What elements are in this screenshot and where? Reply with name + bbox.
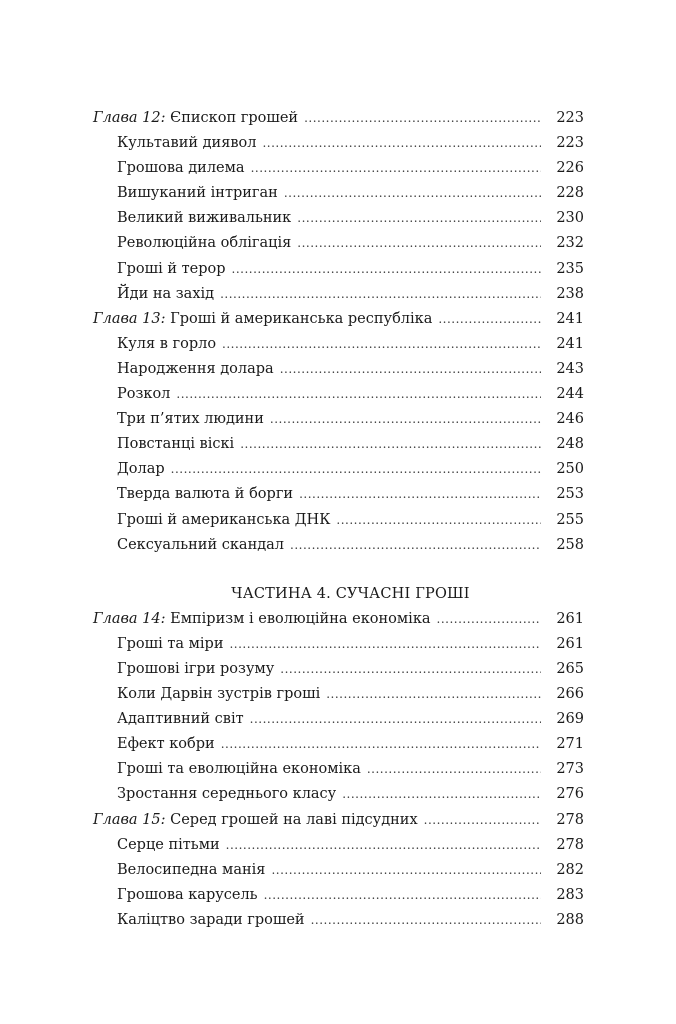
toc-subsection-entry[interactable] [93, 282, 584, 307]
toc-subsection-entry[interactable] [93, 757, 584, 782]
page-number: 246 [556, 411, 584, 428]
entry-title: Коли Дарвін зустрів гроші [117, 686, 321, 703]
page-number: 250 [556, 461, 584, 478]
entry-title: Єпископ грошей [170, 110, 299, 126]
page-number: 230 [556, 210, 584, 227]
entry-title-group [93, 808, 418, 833]
dot-leader [251, 156, 541, 181]
chapter-label: Глава 14: [93, 610, 166, 627]
dot-leader [264, 883, 541, 908]
dot-leader [271, 858, 541, 883]
page-number: 276 [556, 786, 584, 803]
page-number: 223 [556, 110, 584, 126]
dot-leader [311, 908, 541, 933]
page-number: 265 [556, 660, 584, 677]
dot-leader [280, 357, 541, 382]
page-number: 278 [556, 836, 584, 853]
page-number: 261 [556, 635, 584, 652]
entry-title: Сексуальний скандал [117, 536, 285, 553]
entry-title: Йди на захід [117, 285, 215, 302]
dot-leader [297, 206, 541, 231]
toc-subsection-entry[interactable] [93, 407, 584, 432]
toc-subsection-entry[interactable] [93, 131, 584, 156]
dot-leader [226, 833, 541, 858]
page-number: 238 [556, 285, 584, 302]
toc-chapter-entry[interactable] [93, 307, 584, 332]
entry-title-group [117, 432, 234, 457]
entry-title: Серце пітьми [117, 836, 220, 853]
dot-leader [229, 632, 541, 657]
entry-title: Каліцтво заради грошей [117, 911, 305, 928]
page-number: 258 [556, 536, 584, 553]
entry-title-group [117, 231, 291, 256]
entry-title: Зростання середнього класу [117, 786, 337, 803]
dot-leader [437, 607, 541, 632]
entry-title: Великий виживальник [117, 210, 292, 227]
entry-title: Емпіризм і еволюційна економіка [170, 610, 431, 627]
page-number: 266 [556, 686, 584, 703]
toc-subsection-entry[interactable] [93, 181, 584, 206]
dot-leader [270, 407, 541, 432]
entry-title-group [93, 307, 432, 332]
toc-subsection-entry[interactable] [93, 257, 584, 282]
dot-leader [171, 457, 541, 482]
entry-title-group [117, 657, 274, 682]
dot-leader [250, 707, 541, 732]
dot-leader [297, 231, 541, 256]
page-number: 223 [556, 135, 584, 152]
entry-title-group [117, 858, 265, 883]
page-number: 288 [556, 911, 584, 928]
chapter-label: Глава 13: [93, 310, 166, 327]
entry-title-group [117, 357, 274, 382]
dot-leader [284, 181, 541, 206]
toc-subsection-entry[interactable] [93, 833, 584, 858]
entry-title-group [117, 382, 170, 407]
entry-title: Тверда валюта й борги [117, 486, 294, 503]
entry-title: Велосипедна манія [117, 861, 266, 878]
dot-leader [424, 808, 541, 833]
toc-subsection-entry[interactable] [93, 382, 584, 407]
entry-title: Гроші й терор [117, 260, 226, 277]
toc-subsection-entry[interactable] [93, 682, 584, 707]
toc-subsection-entry[interactable] [93, 732, 584, 757]
toc-subsection-entry[interactable] [93, 231, 584, 256]
dot-leader [290, 533, 541, 558]
page-number: 248 [556, 436, 584, 453]
dot-leader [326, 682, 541, 707]
entry-title-group [117, 833, 220, 858]
toc-chapter-entry[interactable] [93, 808, 584, 833]
page-number: 253 [556, 486, 584, 503]
toc-subsection-entry[interactable] [93, 332, 584, 357]
entry-title: Грошові ігри розуму [117, 660, 275, 677]
toc-subsection-entry[interactable] [93, 883, 584, 908]
page-number: 243 [556, 360, 584, 377]
entry-title: Гроші й американська ДНК [117, 511, 331, 528]
entry-title-group [117, 181, 278, 206]
entry-title-group [117, 632, 223, 657]
entry-title-group [117, 482, 293, 507]
dot-leader [342, 782, 541, 807]
page-number: 232 [556, 235, 584, 252]
entry-title: Адаптивний світ [117, 711, 244, 728]
entry-title: Повстанці віскі [117, 436, 235, 453]
page-number: 244 [556, 386, 584, 403]
toc-section [93, 106, 584, 558]
dot-leader [222, 332, 541, 357]
dot-leader [262, 131, 541, 156]
entry-title: Долар [117, 461, 165, 478]
entry-title: Гроші та міри [117, 635, 224, 652]
toc-chapter-entry[interactable] [93, 607, 584, 632]
page-number: 226 [556, 160, 584, 177]
chapter-label: Глава 12: [93, 110, 166, 126]
section-spacer [93, 558, 584, 582]
dot-leader [221, 732, 541, 757]
page-number: 241 [556, 310, 584, 327]
toc-subsection-entry[interactable] [93, 858, 584, 883]
entry-title-group [117, 707, 244, 732]
entry-title: Розкол [117, 386, 171, 403]
entry-title: Куля в горло [117, 335, 217, 352]
toc-subsection-entry[interactable] [93, 632, 584, 657]
toc-subsection-entry[interactable] [93, 707, 584, 732]
entry-title: Три п’ятих людини [117, 411, 264, 428]
entry-title-group [117, 508, 330, 533]
entry-title: Культавий диявол [117, 135, 257, 152]
entry-title-group [93, 106, 298, 131]
entry-title: Народження долара [117, 360, 274, 377]
entry-title: Ефект кобри [117, 736, 215, 753]
toc-subsection-entry[interactable] [93, 432, 584, 457]
page-number: 261 [556, 610, 584, 627]
entry-title: Гроші та еволюційна економіка [117, 761, 361, 778]
toc-subsection-entry[interactable] [93, 908, 584, 933]
entry-title-group [117, 782, 336, 807]
table-of-contents [93, 106, 584, 933]
dot-leader [299, 482, 541, 507]
entry-title-group [117, 332, 216, 357]
page-number: 228 [556, 185, 584, 202]
entry-title: Грошова карусель [117, 886, 258, 903]
page-number: 255 [556, 511, 584, 528]
entry-title: Гроші й американська республіка [170, 310, 433, 327]
dot-leader [280, 657, 541, 682]
entry-title-group [117, 682, 320, 707]
dot-leader [367, 757, 541, 782]
entry-title-group [117, 156, 245, 181]
page-number: 269 [556, 711, 584, 728]
page-number: 278 [556, 811, 584, 828]
toc-subsection-entry[interactable] [93, 782, 584, 807]
page-number: 271 [556, 736, 584, 753]
entry-title-group [117, 257, 226, 282]
entry-title-group [117, 407, 264, 432]
toc-subsection-entry[interactable] [93, 657, 584, 682]
toc-subsection-entry[interactable] [93, 482, 584, 507]
toc-subsection-entry[interactable] [93, 457, 584, 482]
dot-leader [304, 106, 541, 131]
entry-title: Грошова дилема [117, 160, 245, 177]
toc-chapter-entry[interactable] [93, 106, 584, 131]
dot-leader [232, 257, 541, 282]
dot-leader [240, 432, 541, 457]
toc-subsection-entry[interactable] [93, 533, 584, 558]
entry-title: Серед грошей на лаві підсудних [170, 811, 418, 828]
page-number: 283 [556, 886, 584, 903]
dot-leader [336, 508, 541, 533]
entry-title-group [117, 457, 165, 482]
entry-title: Вишуканий інтриган [117, 185, 278, 202]
entry-title-group [117, 533, 284, 558]
page-number: 235 [556, 260, 584, 277]
chapter-label: Глава 15: [93, 811, 166, 828]
entry-title-group [117, 883, 258, 908]
toc-subsection-entry[interactable] [93, 508, 584, 533]
entry-title-group [117, 282, 214, 307]
toc-subsection-entry[interactable] [93, 206, 584, 231]
toc-subsection-entry[interactable] [93, 357, 584, 382]
toc-section [93, 558, 584, 933]
dot-leader [220, 282, 541, 307]
dot-leader [438, 307, 541, 332]
page-number: 273 [556, 761, 584, 778]
entry-title: Революційна облігація [117, 235, 292, 252]
page-number: 282 [556, 861, 584, 878]
dot-leader [176, 382, 541, 407]
toc-subsection-entry[interactable] [93, 156, 584, 181]
entry-title-group [117, 131, 256, 156]
entry-title-group [117, 908, 305, 933]
part-heading: ЧАСТИНА 4. СУЧАСНІ ГРОШІ [231, 585, 470, 602]
page-number: 241 [556, 335, 584, 352]
entry-title-group [117, 206, 291, 231]
entry-title-group [93, 607, 431, 632]
entry-title-group [117, 732, 215, 757]
entry-title-group [117, 757, 361, 782]
